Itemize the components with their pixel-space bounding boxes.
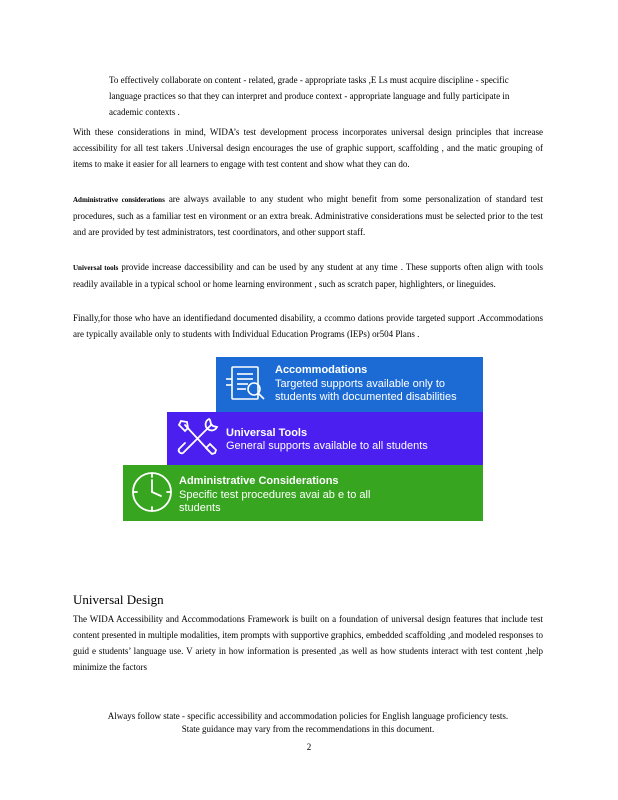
tier-title: Accommodations bbox=[275, 364, 368, 376]
paragraph-universal-tools bbox=[73, 259, 543, 292]
paragraph-text: provide increase daccessibility and can be used by any student at any time . These supports often align with tools readily available in a typical school or home learning environment , such as scratch paper, highlighters, or lineguides. bbox=[73, 262, 543, 289]
paragraph-text: are always available to any student who might benefit from some personalization of standard test procedures, such as a familiar test en vironment or an extra break. Administrative considerations must be selected prior to the test and are provided by test administrators, test coordinators, and other support staff. bbox=[73, 194, 543, 237]
bullet-text: To effectively collaborate on content - related, grade - appropriate tasks ,E Ls must acquire discipline - specific language practices so that they can interpret and produce context - appropriate language and fully participate in academic contexts . bbox=[109, 75, 510, 117]
paragraph-universal-design-intro: With these considerations in mind, WIDA’s test development process incorporates universal design principles that increase accessibility for all test takers .Universal design encourages the use of graphic support, scaffolding , and the matic grouping of items to make it easier for all learners to engage with test content and show what they can do. bbox=[73, 127, 543, 169]
tier-accommodations bbox=[216, 357, 483, 412]
footer-line: State guidance may vary from the recommendations in this document. bbox=[181, 724, 435, 734]
page-footer bbox=[73, 710, 543, 736]
tools-icon bbox=[175, 415, 221, 461]
tier-title: Universal Tools bbox=[226, 427, 308, 439]
section-heading: Universal Design bbox=[73, 592, 164, 607]
clock-icon bbox=[129, 469, 175, 515]
tier-title: Administrative Considerations bbox=[179, 475, 339, 487]
page-number: 2 bbox=[306, 742, 312, 752]
term-universal-tools: Universal tools bbox=[73, 264, 119, 272]
tier-administrative-considerations bbox=[123, 465, 483, 521]
paragraph-accommodations: Finally,for those who have an identifiedand documented disability, a ccommo dations provide targeted support .Accommodations are typically available only to students with Individual Education Programs (IEPs) or504 Plans . bbox=[73, 313, 543, 339]
tier-description: Specific test procedures avai ab e to all students bbox=[179, 489, 371, 514]
bullet-item bbox=[90, 72, 530, 120]
term-administrative-considerations: Administrative considerations bbox=[73, 196, 165, 204]
paragraph-administrative-considerations bbox=[73, 191, 543, 240]
footer-line: Always follow state - specific accessibility and accommodation policies for English language proficiency tests. bbox=[107, 711, 509, 721]
tier-description: General supports available to all students bbox=[226, 440, 428, 452]
tier-universal-tools bbox=[167, 412, 483, 465]
document-icon bbox=[224, 363, 268, 405]
paragraph-universal-design: The WIDA Accessibility and Accommodations Framework is built on a foundation of universal design features that include test content presented in multiple modalities, item prompts with supportive graphics, embedded scaffolding ,and modeled responses to guid e students’ language use. V ariety in how information is presented ,as well as how students interact with test content ,help minimize the factors bbox=[73, 614, 543, 672]
tier-description: Targeted supports available only to students with documented disabilities bbox=[275, 378, 457, 403]
